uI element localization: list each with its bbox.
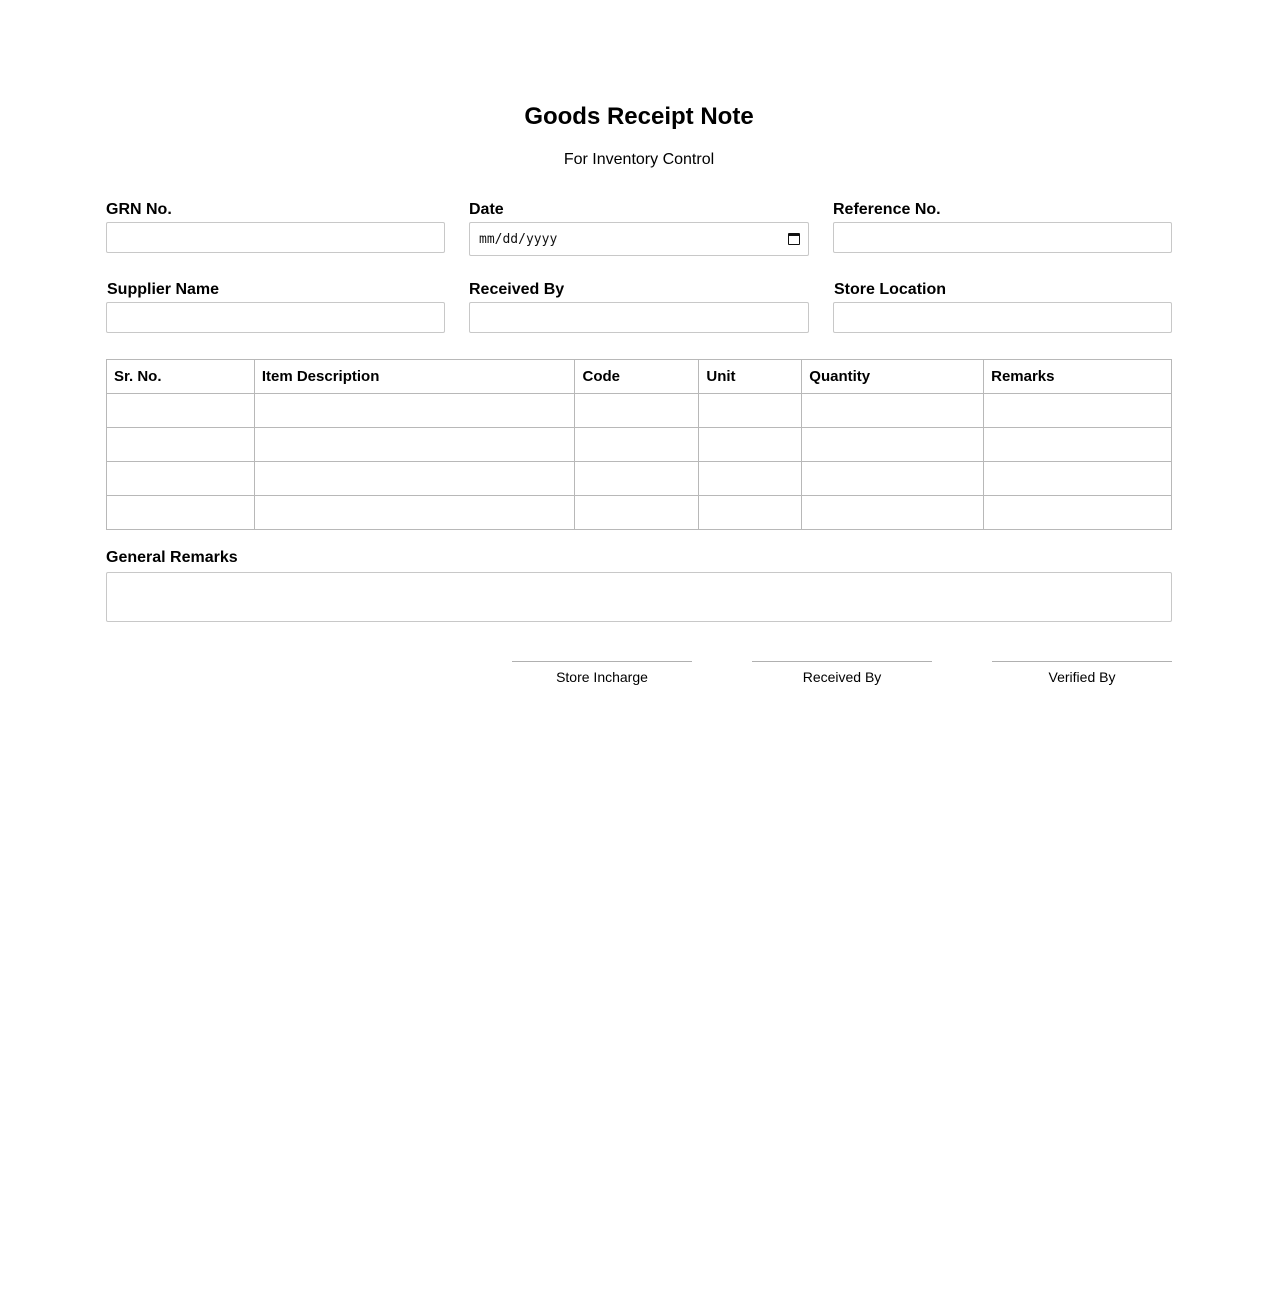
supplier-name-field [106, 280, 445, 333]
supplier-name-input[interactable] [106, 302, 445, 333]
signature-line [752, 661, 932, 662]
signature-line [512, 661, 692, 662]
cell-unit[interactable] [699, 462, 802, 496]
received-by-label: Received By [469, 281, 565, 298]
page-title: Goods Receipt Note [524, 103, 754, 130]
cell-code[interactable] [575, 428, 699, 462]
cell-code[interactable] [575, 394, 699, 428]
date-placeholder: mm/dd/yyyy [479, 231, 558, 247]
table-row [107, 496, 1172, 530]
column-header-unit: Unit [699, 360, 802, 394]
table-header-row [107, 360, 1172, 394]
cell-code[interactable] [575, 462, 699, 496]
column-header-sr-no: Sr. No. [107, 360, 255, 394]
page-subtitle: For Inventory Control [563, 151, 715, 168]
grn-no-field [106, 200, 445, 253]
grn-no-input[interactable] [106, 222, 445, 253]
cell-quantity[interactable] [802, 428, 984, 462]
reference-no-input[interactable] [833, 222, 1172, 253]
signature-label: Verified By [1048, 669, 1116, 685]
signature-line [992, 661, 1172, 662]
signature-received-by [752, 661, 932, 686]
cell-remarks[interactable] [984, 428, 1172, 462]
column-header-quantity: Quantity [802, 360, 984, 394]
date-input[interactable] [469, 222, 809, 256]
column-header-item-description: Item Description [254, 360, 575, 394]
cell-item-description[interactable] [254, 394, 575, 428]
received-by-field [469, 280, 809, 333]
cell-sr-no[interactable] [107, 496, 255, 530]
date-field [469, 200, 809, 256]
signature-verified-by [992, 661, 1172, 686]
table-row [107, 462, 1172, 496]
cell-code[interactable] [575, 496, 699, 530]
store-location-input[interactable] [833, 302, 1172, 333]
date-label: Date [469, 201, 504, 218]
cell-unit[interactable] [699, 428, 802, 462]
general-remarks-textarea[interactable] [106, 572, 1172, 622]
cell-unit[interactable] [699, 496, 802, 530]
cell-sr-no[interactable] [107, 394, 255, 428]
cell-item-description[interactable] [254, 462, 575, 496]
cell-remarks[interactable] [984, 462, 1172, 496]
cell-item-description[interactable] [254, 496, 575, 530]
signature-label: Received By [802, 669, 882, 685]
cell-sr-no[interactable] [107, 428, 255, 462]
table-row [107, 394, 1172, 428]
supplier-name-label: Supplier Name [107, 281, 220, 298]
cell-unit[interactable] [699, 394, 802, 428]
cell-quantity[interactable] [802, 462, 984, 496]
calendar-icon[interactable] [788, 233, 800, 245]
reference-no-field [833, 200, 1172, 253]
cell-remarks[interactable] [984, 496, 1172, 530]
table-row [107, 428, 1172, 462]
grn-no-label: GRN No. [106, 201, 172, 218]
signature-label: Store Incharge [556, 669, 648, 685]
cell-item-description[interactable] [254, 428, 575, 462]
signature-store-incharge [512, 661, 692, 686]
cell-quantity[interactable] [802, 394, 984, 428]
cell-remarks[interactable] [984, 394, 1172, 428]
general-remarks-label: General Remarks [106, 549, 238, 566]
items-table [106, 359, 1172, 530]
cell-sr-no[interactable] [107, 462, 255, 496]
column-header-remarks: Remarks [984, 360, 1172, 394]
store-location-field [833, 280, 1172, 333]
reference-no-label: Reference No. [833, 201, 941, 218]
cell-quantity[interactable] [802, 496, 984, 530]
received-by-input[interactable] [469, 302, 809, 333]
column-header-code: Code [575, 360, 699, 394]
store-location-label: Store Location [834, 281, 947, 298]
